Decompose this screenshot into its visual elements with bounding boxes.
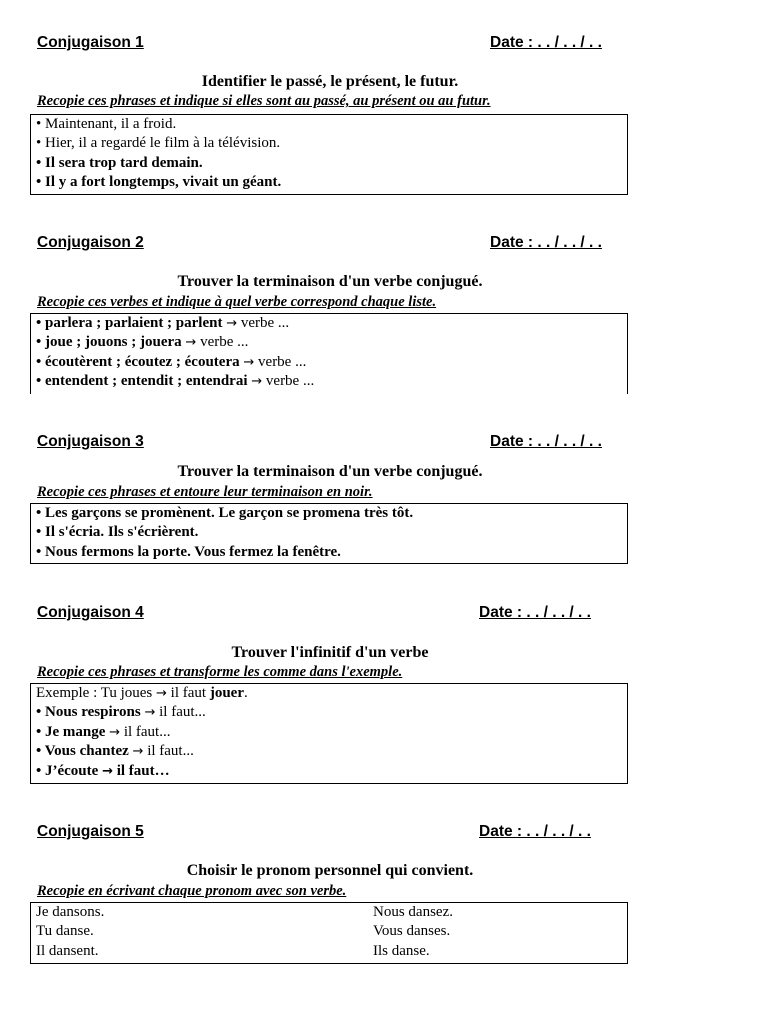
section-1-date: Date : . . / . . / . . [490,34,602,51]
phrase: • Je mange [36,723,106,740]
list-item: • Maintenant, il a froid. [36,116,177,132]
verb-answer: verbe ... [258,353,307,370]
list-item [31,353,627,372]
section-3-instruction: Recopie ces phrases et entoure leur terminaison en noir. [37,484,373,500]
section-4-instruction: Recopie ces phrases et transforme les comme dans l'exemple. [37,664,403,680]
right-item: Ils danse. [373,942,430,959]
section-1-heading: Conjugaison 1 [37,34,144,51]
arrow-icon: → [185,335,197,351]
section-4-title: Trouver l'infinitif d'un verbe [231,644,429,661]
list-row [31,922,627,941]
section-2-box [30,313,628,394]
list-item: • Il y a fort longtemps, vivait un géant. [36,174,282,191]
section-5-title: Choisir le pronom personnel qui convient. [186,862,474,879]
example-answer: jouer [209,685,244,701]
phrase-answer: il faut... [159,704,206,721]
phrase: • J’écoute [36,762,99,779]
verb-list: • entendent ; entendit ; entendrai [36,373,248,390]
arrow-icon: → [226,316,238,331]
right-item: Nous dansez. [373,904,453,920]
list-item: • Les garçons se promènent. Le garçon se promena très tôt. [36,505,414,521]
right-item: Vous danses. [373,923,451,940]
list-item [31,314,627,333]
section-5-date: Date : . . / . . / . . [479,823,591,840]
section-3-date: Date : . . / . . / . . [490,433,602,450]
section-3-box [30,503,628,564]
section-2-instruction: Recopie ces verbes et indique à quel verbe correspond chaque liste. [37,294,437,310]
list-row [31,942,627,961]
list-item [31,742,627,761]
verb-answer: verbe ... [200,334,249,351]
phrase: • Nous respirons [36,704,141,721]
list-item: • Il s'écria. Ils s'écrièrent. [36,524,199,541]
list-item [31,723,627,742]
left-item: Tu danse. [36,923,94,940]
arrow-icon: → [156,686,167,701]
list-item: • Nous fermons la porte. Vous fermez la fenêtre. [36,543,341,560]
list-item [31,762,627,781]
list-item [31,333,627,352]
section-5-heading: Conjugaison 5 [37,823,144,840]
section-3-heading: Conjugaison 3 [37,433,144,450]
arrow-icon: → [144,705,156,721]
section-1-box [30,114,628,195]
example-line [31,684,627,703]
verb-answer: verbe ... [265,373,315,390]
arrow-icon: → [102,763,113,779]
section-1-instruction: Recopie ces phrases et indique si elles sont au passé, au présent ou au futur. [37,93,491,109]
verb-list: • joue ; jouons ; jouera [36,334,182,351]
list-item [31,372,627,391]
section-4-heading: Conjugaison 4 [37,604,144,621]
list-item: • Il sera trop tard demain. [36,154,203,171]
verb-answer: verbe ... [240,315,290,331]
arrow-icon: → [132,744,144,760]
arrow-icon: → [243,354,255,370]
example-tail: il faut [170,685,207,701]
list-row [31,903,627,922]
section-5-box [30,902,628,964]
phrase-answer: il faut… [116,762,170,779]
section-2-date: Date : . . / . . / . . [490,234,602,251]
section-4-box [30,683,628,784]
phrase-answer: il faut... [123,723,171,740]
list-item [31,703,627,722]
section-5-instruction: Recopie en écrivant chaque pronom avec son verbe. [37,883,347,899]
section-2-title: Trouver la terminaison d'un verbe conjugué. [177,273,483,290]
left-item: Je dansons. [36,904,105,920]
arrow-icon: → [251,374,263,390]
section-4-date: Date : . . / . . / . . [479,604,591,621]
verb-list: • parlera ; parlaient ; parlent [36,315,223,331]
example-text: Exemple : Tu joues [36,685,153,701]
section-1-title: Identifier le passé, le présent, le futur. [201,73,459,90]
section-2-heading: Conjugaison 2 [37,234,144,251]
section-3-title: Trouver la terminaison d'un verbe conjugué. [177,463,483,480]
arrow-icon: → [109,724,121,740]
example-end: . [243,685,248,701]
list-item: • Hier, il a regardé le film à la télévision. [36,135,281,152]
phrase: • Vous chantez [36,743,129,760]
phrase-answer: il faut... [147,743,194,760]
verb-list: • écoutèrent ; écoutez ; écoutera [36,353,240,370]
left-item: Il dansent. [36,942,99,959]
